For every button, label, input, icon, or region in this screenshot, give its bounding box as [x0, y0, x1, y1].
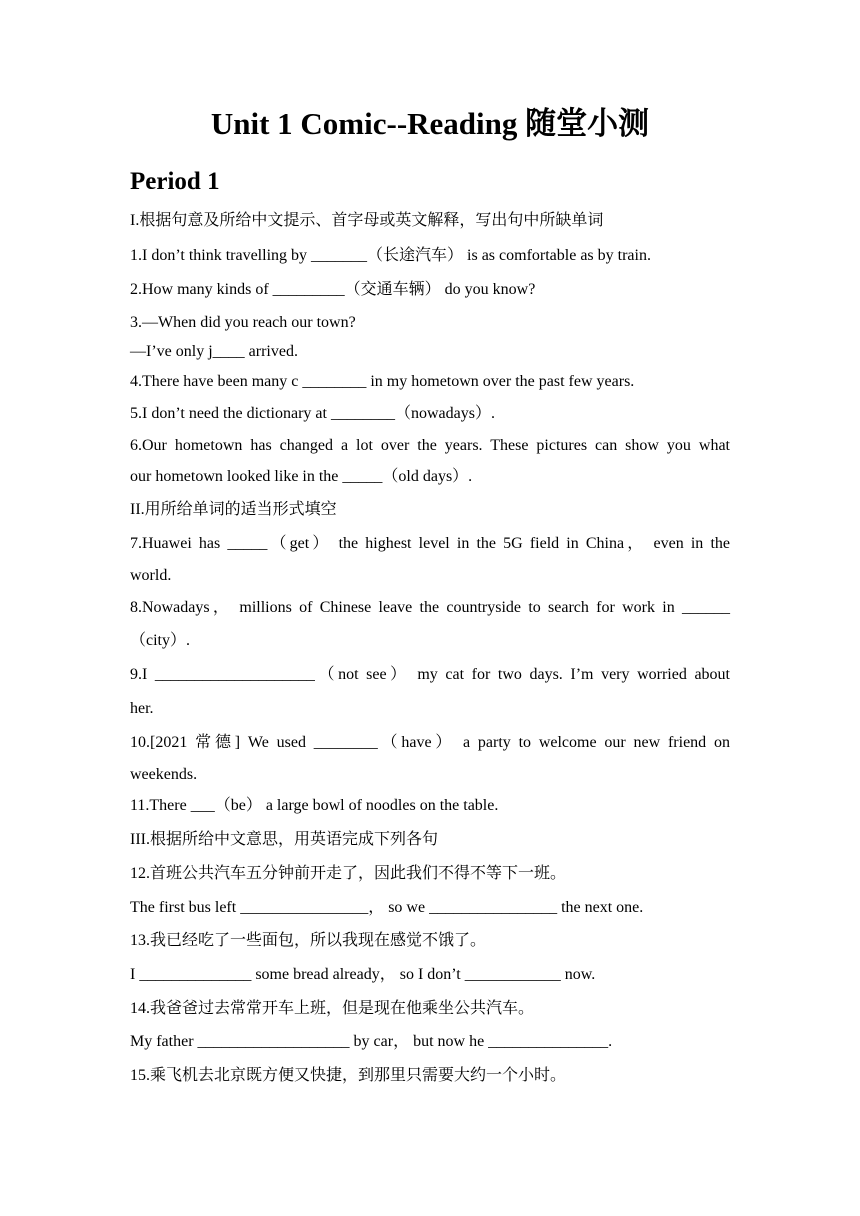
question-line: 11.There ___（be） a large bowl of noodles on the table. [130, 797, 499, 814]
question-line: 7.Huawei has _____（get） the highest level in the 5G field in China， even in the [130, 535, 730, 552]
question-line: her. [130, 700, 154, 717]
question-line: 15.乘飞机去北京既方便又快捷，到那里只需要大约一个小时。 [130, 1067, 567, 1084]
question-line: 6.Our hometown has changed a lot over the years. These pictures can show you what [130, 437, 730, 454]
question-line: （city）. [130, 632, 190, 649]
question-line: 1.I don’t think travelling by _______（长途汽车） is as comfortable as by train. [130, 247, 651, 264]
section-heading-part-3: III.根据所给中文意思，用英语完成下列各句 [130, 831, 438, 848]
question-line: 12.首班公共汽车五分钟前开走了，因此我们不得不等下一班。 [130, 865, 567, 882]
question-line: I ______________ some bread already， so I don’t ____________ now. [130, 966, 596, 983]
document-title: Unit 1 Comic--Reading 随堂小测 [210, 106, 650, 141]
document-page [130, 0, 730, 1216]
question-line: world. [130, 567, 172, 584]
question-line: weekends. [130, 766, 198, 783]
question-line: 2.How many kinds of _________（交通车辆） do you know? [130, 281, 536, 298]
question-line: 10.[2021 常德] We used ________（have） a party to welcome our new friend on [130, 734, 730, 751]
question-line: 3.—When did you reach our town? [130, 314, 356, 331]
question-line: 8.Nowadays， millions of Chinese leave the countryside to search for work in ______ [130, 599, 730, 616]
section-heading-part-2: II.用所给单词的适当形式填空 [130, 501, 337, 518]
question-line: The first bus left ________________， so we ________________ the next one. [130, 899, 644, 916]
question-line: our hometown looked like in the _____（old days）. [130, 468, 473, 485]
question-line: 9.I ____________________（not see） my cat for two days. I’m very worried about [130, 666, 730, 683]
section-heading-part-1: I.根据句意及所给中文提示、首字母或英文解释，写出句中所缺单词 [130, 212, 604, 229]
question-line: 13.我已经吃了一些面包，所以我现在感觉不饿了。 [130, 932, 487, 949]
question-line: 4.There have been many c ________ in my hometown over the past few years. [130, 373, 635, 390]
question-line: My father ___________________ by car， but now he _______________. [130, 1033, 613, 1050]
question-line: —I’ve only j____ arrived. [130, 343, 298, 360]
question-line: 5.I don’t need the dictionary at ________（nowadays）. [130, 405, 495, 422]
section-heading-period: Period 1 [130, 168, 220, 195]
question-line: 14.我爸爸过去常常开车上班，但是现在他乘坐公共汽车。 [130, 1000, 535, 1017]
